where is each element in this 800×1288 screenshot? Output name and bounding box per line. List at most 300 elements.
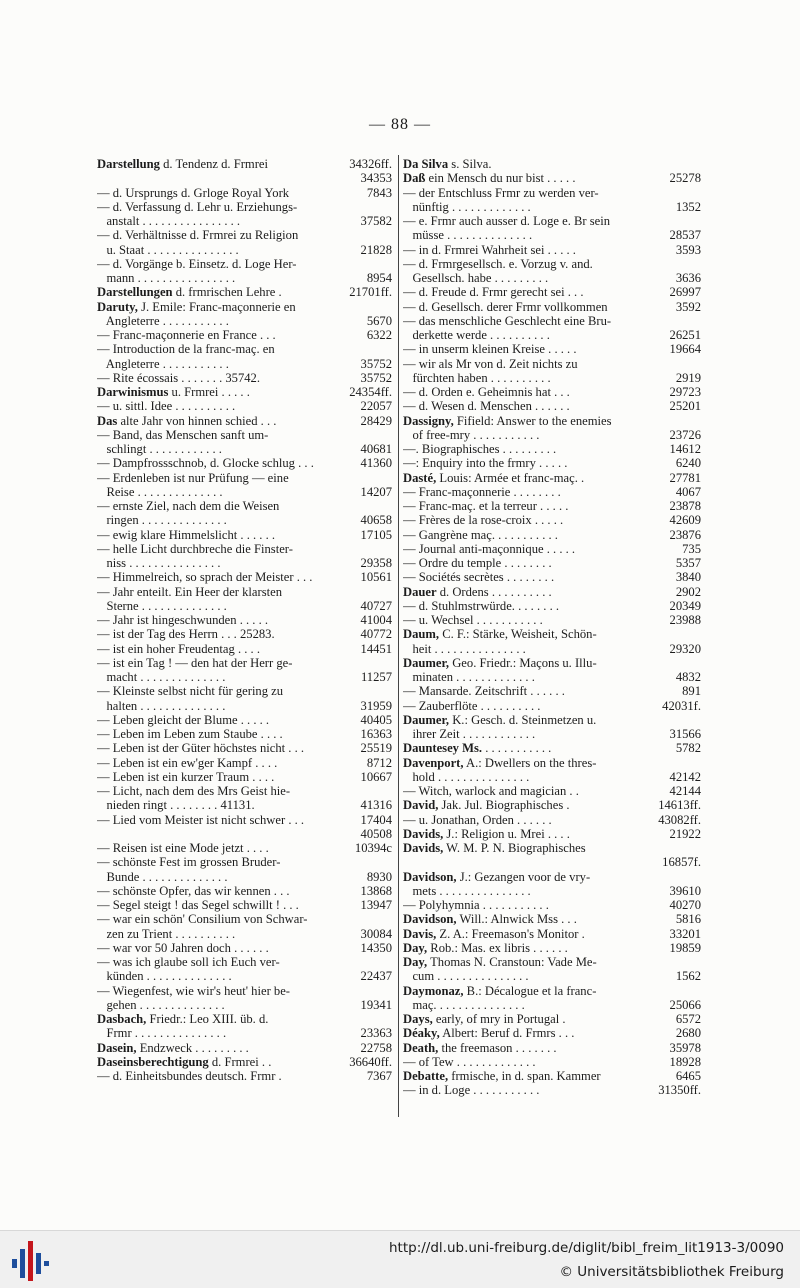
entry-title: — Wiegenfest, wie wir's heut' hier be- xyxy=(97,983,290,998)
entry-text xyxy=(403,171,575,185)
entry-title: — das menschliche Geschlecht eine Bru- xyxy=(403,313,612,328)
index-entry xyxy=(403,656,701,670)
index-entry xyxy=(403,442,701,456)
entry-keyword: Davids, xyxy=(403,841,444,855)
index-entry xyxy=(97,756,392,770)
entry-number: 13868 xyxy=(360,883,392,898)
entry-text xyxy=(403,585,552,599)
entry-text xyxy=(403,784,579,798)
index-entry xyxy=(97,1026,392,1040)
entry-text xyxy=(403,813,552,827)
entry-text xyxy=(97,542,293,556)
column-divider xyxy=(398,155,399,1117)
index-entry xyxy=(97,827,392,841)
entry-title: — der Entschluss Frmr zu werden ver- xyxy=(403,185,599,200)
entry-keyword: Davidson, xyxy=(403,912,457,927)
index-entry xyxy=(403,385,701,399)
entry-number: 14350 xyxy=(360,940,392,955)
ub-freiburg-logo-icon[interactable] xyxy=(10,1239,54,1281)
entry-keyword: Death, xyxy=(403,1040,439,1055)
index-entry xyxy=(403,727,701,741)
entry-number: 8954 xyxy=(366,271,392,285)
entry-number: 2680 xyxy=(675,1026,701,1041)
index-entry xyxy=(97,214,392,228)
entry-number: 2902 xyxy=(675,584,701,599)
entry-number: 27781 xyxy=(669,470,701,485)
entry-title: heit . . . . . . . . . . . . . . . xyxy=(403,641,526,656)
entry-number: 31350ff. xyxy=(658,1083,701,1098)
entry-text xyxy=(403,670,535,684)
index-entry xyxy=(403,499,701,513)
index-entry xyxy=(403,1055,701,1069)
entry-number: 40658 xyxy=(360,513,392,528)
entry-title: — d. Orden e. Geheimnis hat . . . xyxy=(403,385,570,399)
entry-number: 28429 xyxy=(360,413,392,428)
entry-number: 3840 xyxy=(675,570,701,585)
entry-text xyxy=(403,1083,539,1097)
entry-text xyxy=(403,642,526,656)
entry-title: — Mansarde. Zeitschrift . . . . . . xyxy=(403,684,565,699)
index-entry xyxy=(403,257,701,271)
index-entry xyxy=(403,884,701,898)
index-entry xyxy=(403,1012,701,1026)
index-entry xyxy=(403,756,701,770)
entry-number: 41360 xyxy=(360,456,392,471)
entry-text xyxy=(403,998,525,1012)
index-entry xyxy=(97,542,392,556)
index-entry xyxy=(97,285,392,299)
entry-text xyxy=(97,1055,271,1069)
entry-title: — Leben ist ein ew'ger Kampf . . . . xyxy=(97,755,278,770)
entry-title: ringen . . . . . . . . . . . . . . xyxy=(97,513,227,528)
index-column-right xyxy=(403,157,701,1098)
index-entry xyxy=(97,585,392,599)
entry-title: — Erdenleben ist nur Prüfung — eine xyxy=(97,470,289,485)
entry-number: 22758 xyxy=(360,1040,392,1055)
entry-number: 24354ff. xyxy=(349,385,392,399)
index-entry xyxy=(403,542,701,556)
index-entry xyxy=(97,969,392,983)
index-entry xyxy=(403,713,701,727)
entry-text xyxy=(403,471,584,485)
entry-text xyxy=(97,798,255,812)
index-entry xyxy=(403,927,701,941)
entry-title: J.: Religion u. Mrei . . . . xyxy=(443,826,570,841)
entry-title: — Jahr ist hingeschwunden . . . . . xyxy=(97,613,269,627)
entry-number: 22437 xyxy=(360,969,392,984)
entry-number: 20349 xyxy=(669,598,701,613)
index-entry xyxy=(97,713,392,727)
entry-number: 25519 xyxy=(360,741,392,756)
entry-number: 33201 xyxy=(669,926,701,941)
entry-title: — Zauberflöte . . . . . . . . . . xyxy=(403,698,541,713)
entry-title: mets . . . . . . . . . . . . . . . xyxy=(403,883,531,898)
entry-text xyxy=(97,699,225,713)
entry-number: 21922 xyxy=(669,826,701,841)
entry-text xyxy=(97,485,223,499)
index-entry xyxy=(97,741,392,755)
entry-number: 31959 xyxy=(360,698,392,713)
entry-title: halten . . . . . . . . . . . . . . xyxy=(97,698,226,713)
entry-title: — Rite écossais . . . . . . . 35742. xyxy=(97,370,261,385)
entry-title: hold . . . . . . . . . . . . . . . xyxy=(403,769,530,784)
entry-number: 19341 xyxy=(360,997,392,1012)
entry-title: — was ich glaube soll ich Euch ver- xyxy=(97,955,280,969)
index-entry xyxy=(403,912,701,926)
index-entry xyxy=(97,1012,392,1026)
entry-text xyxy=(97,1069,282,1083)
entry-keyword: Daseinsberechtigung xyxy=(97,1054,209,1069)
entry-text xyxy=(403,955,597,969)
entry-number: 6240 xyxy=(675,456,701,471)
entry-title: — Franc-maç. et la terreur . . . . . xyxy=(403,499,569,513)
entry-title: anstalt . . . . . . . . . . . . . . . . xyxy=(97,214,241,228)
entry-title: gehen . . . . . . . . . . . . . . xyxy=(97,997,225,1012)
entry-text xyxy=(97,870,227,884)
entry-text xyxy=(97,585,282,599)
entry-title: C. F.: Stärke, Weisheit, Schön- xyxy=(439,627,597,642)
entry-keyword: Day, xyxy=(403,940,428,955)
entry-title: alte Jahr von hinnen schied . . . xyxy=(117,413,277,428)
entry-number: 26997 xyxy=(669,285,701,300)
entry-number: 14612 xyxy=(669,442,701,456)
index-entry xyxy=(403,599,701,613)
entry-text xyxy=(97,841,269,855)
entry-text xyxy=(97,556,221,570)
entry-title: — e. Frmr auch ausser d. Loge e. Br sein xyxy=(403,214,611,228)
entry-number: 14451 xyxy=(360,641,392,656)
entry-number: 10394c xyxy=(354,841,392,855)
entry-title: — Franc-maçonnerie en France . . . xyxy=(97,328,276,342)
entry-text xyxy=(97,855,280,869)
entry-text xyxy=(403,1069,601,1083)
entry-number: 36640ff. xyxy=(349,1054,392,1069)
entry-text xyxy=(97,528,275,542)
entry-text xyxy=(403,884,531,898)
entry-text xyxy=(97,813,304,827)
index-entry xyxy=(97,257,392,271)
index-entry xyxy=(403,1083,701,1097)
entry-text xyxy=(403,328,550,342)
entry-title: müsse . . . . . . . . . . . . . . xyxy=(403,228,533,243)
copyright-notice: © Universitätsbibliothek Freiburg xyxy=(559,1264,784,1280)
entry-number: 34326ff. xyxy=(349,157,392,171)
entry-text xyxy=(97,456,314,470)
index-entry xyxy=(97,428,392,442)
entry-title: d. frmrischen Lehre . xyxy=(172,285,282,300)
index-entry xyxy=(403,699,701,713)
index-entry xyxy=(97,813,392,827)
index-entry xyxy=(403,428,701,442)
entry-text xyxy=(403,513,563,527)
entry-number: 34353 xyxy=(360,171,392,186)
entry-text xyxy=(403,300,608,314)
entry-number: 11257 xyxy=(360,670,392,684)
entry-title: — ernste Ziel, nach dem die Weisen xyxy=(97,499,280,513)
index-entry xyxy=(403,784,701,798)
entry-keyword: Daß xyxy=(403,171,426,186)
entry-title: — Reisen ist eine Mode jetzt . . . . xyxy=(97,841,269,855)
entry-text xyxy=(97,613,268,627)
entry-title: — Dampfrossschnob, d. Glocke schlug . . . xyxy=(97,456,314,471)
entry-title: — in unserm kleinen Kreise . . . . . xyxy=(403,342,577,357)
entry-text xyxy=(403,1012,566,1026)
index-entry xyxy=(97,243,392,257)
entry-text xyxy=(97,642,260,656)
entry-number: 4067 xyxy=(675,484,701,499)
entry-title: — Ordre du temple . . . . . . . . xyxy=(403,556,552,570)
entry-title: schlingt . . . . . . . . . . . . xyxy=(97,442,222,456)
entry-text xyxy=(97,200,297,214)
entry-number: 8712 xyxy=(366,755,392,770)
index-entry xyxy=(97,1055,392,1069)
entry-number: 31566 xyxy=(669,727,701,741)
entry-keyword: Daymonaz, xyxy=(403,983,464,998)
entry-number: 29723 xyxy=(669,385,701,399)
entry-text xyxy=(403,271,548,285)
entry-title: Angleterre . . . . . . . . . . . xyxy=(97,313,229,328)
entry-number: 6322 xyxy=(366,328,392,342)
entry-title: — d. Einheitsbundes deutsch. Frmr . xyxy=(97,1069,282,1083)
index-entry xyxy=(97,998,392,1012)
index-entry xyxy=(97,300,392,314)
entry-title: . . . . . . . . . . . xyxy=(482,741,552,756)
index-entry xyxy=(97,328,392,342)
entry-text xyxy=(97,471,289,485)
entry-text xyxy=(97,599,227,613)
entry-number: 5357 xyxy=(675,556,701,570)
index-entry xyxy=(97,228,392,242)
entry-text xyxy=(97,328,276,342)
entry-title: — u. sittl. Idee . . . . . . . . . . xyxy=(97,399,236,414)
entry-number: 19859 xyxy=(669,940,701,955)
entry-title: — d. Wesen d. Menschen . . . . . . xyxy=(403,399,570,414)
index-entry xyxy=(403,813,701,827)
entry-number: 40727 xyxy=(360,598,392,613)
entry-number: 10667 xyxy=(360,769,392,784)
entry-title: —: Enquiry into the frmry . . . . . xyxy=(403,456,568,471)
index-entry xyxy=(403,528,701,542)
index-entry xyxy=(403,898,701,912)
entry-text xyxy=(97,157,268,171)
index-entry xyxy=(403,998,701,1012)
index-entry xyxy=(97,357,392,371)
entry-number: 40270 xyxy=(669,898,701,912)
entry-number: 39610 xyxy=(669,883,701,898)
entry-title: d. Tendenz d. Frmrei xyxy=(159,157,268,171)
entry-text xyxy=(403,912,577,926)
document-url-link[interactable]: http://dl.ub.uni-freiburg.de/diglit/bibl_freim_lit1913-3/0090 xyxy=(388,1240,784,1256)
index-entry xyxy=(97,642,392,656)
index-entry xyxy=(403,855,701,869)
entry-number: 37582 xyxy=(360,214,392,228)
index-entry xyxy=(97,912,392,926)
entry-text xyxy=(97,414,276,428)
entry-text xyxy=(97,300,296,314)
entry-text xyxy=(403,1055,536,1069)
entry-title: — d. Verfassung d. Lehr u. Erziehungs- xyxy=(97,199,298,214)
index-entry xyxy=(97,855,392,869)
entry-text xyxy=(97,656,292,670)
entry-title: — ewig klare Himmelslicht . . . . . . xyxy=(97,527,276,542)
entry-text xyxy=(97,684,283,698)
entry-text xyxy=(403,870,590,884)
entry-keyword: Davids, xyxy=(403,826,444,841)
index-entry xyxy=(403,741,701,755)
entry-keyword: Davis, xyxy=(403,926,437,941)
index-entry xyxy=(97,399,392,413)
entry-title: ihrer Zeit . . . . . . . . . . . . xyxy=(403,727,536,741)
entry-text xyxy=(97,228,298,242)
entry-title: nünftig . . . . . . . . . . . . . xyxy=(403,199,531,214)
index-entry xyxy=(403,200,701,214)
entry-number: 25278 xyxy=(669,171,701,186)
entry-title: maç. . . . . . . . . . . . . . . xyxy=(403,997,525,1012)
entry-text xyxy=(403,1026,574,1040)
entry-title: — d. Ursprungs d. Grloge Royal York xyxy=(97,185,290,200)
index-entry xyxy=(97,556,392,570)
entry-text xyxy=(403,713,596,727)
entry-text xyxy=(97,271,235,285)
entry-title: — ist ein hoher Freudentag . . . . xyxy=(97,641,260,656)
entry-text xyxy=(403,499,568,513)
entry-text xyxy=(97,513,227,527)
entry-text xyxy=(403,627,597,641)
entry-text xyxy=(403,969,529,983)
entry-title: — Introduction de la franc-maç. en xyxy=(97,342,275,357)
entry-title: künden . . . . . . . . . . . . . . xyxy=(97,969,232,984)
entry-number: 3593 xyxy=(675,242,701,257)
index-entry xyxy=(97,385,392,399)
entry-keyword: Dassigny, xyxy=(403,413,454,428)
entry-title: Frmr . . . . . . . . . . . . . . . xyxy=(97,1026,227,1041)
entry-number: 43082ff. xyxy=(658,812,701,827)
entry-keyword: Day, xyxy=(403,955,428,969)
entry-title: Endzweck . . . . . . . . . xyxy=(136,1040,249,1055)
entry-keyword: Darstellung xyxy=(97,157,160,171)
index-entry xyxy=(403,328,701,342)
entry-number: 41004 xyxy=(360,613,392,627)
entry-title: early, of mry in Portugal . xyxy=(432,1012,566,1026)
index-entry xyxy=(97,670,392,684)
entry-text xyxy=(97,442,222,456)
entry-title: — Frères de la rose-croix . . . . . xyxy=(403,513,564,528)
entry-number: 23988 xyxy=(669,613,701,627)
entry-title: — Polyhymnia . . . . . . . . . . . xyxy=(403,898,549,912)
entry-text xyxy=(97,713,269,727)
entry-text xyxy=(97,969,232,983)
entry-text xyxy=(97,898,299,912)
entry-number: 6572 xyxy=(675,1012,701,1026)
index-entry xyxy=(403,285,701,299)
index-entry xyxy=(97,528,392,542)
entry-keyword: Da Silva xyxy=(403,157,449,171)
entry-text xyxy=(97,314,229,328)
index-entry xyxy=(403,941,701,955)
entry-number: 35978 xyxy=(669,1040,701,1055)
index-entry xyxy=(97,627,392,641)
entry-text xyxy=(403,941,568,955)
entry-title: — Franc-maçonnerie . . . . . . . . xyxy=(403,484,561,499)
index-entry xyxy=(403,1041,701,1055)
entry-text xyxy=(97,399,235,413)
entry-number: 42609 xyxy=(669,513,701,528)
entry-title: — ist der Tag des Herrn . . . 25283. xyxy=(97,627,275,642)
entry-number: 17105 xyxy=(360,527,392,542)
entry-number: 10561 xyxy=(360,570,392,585)
index-entry xyxy=(403,157,701,171)
entry-number: 891 xyxy=(682,684,701,699)
entry-number: 23726 xyxy=(669,427,701,442)
entry-text xyxy=(403,485,561,499)
entry-number: 13947 xyxy=(360,898,392,912)
entry-keyword: Dasein, xyxy=(97,1040,137,1055)
entry-text xyxy=(403,285,583,299)
entry-number: 23363 xyxy=(360,1026,392,1041)
entry-number: 21828 xyxy=(360,242,392,257)
entry-text xyxy=(97,955,280,969)
entry-text xyxy=(403,456,567,470)
index-entry xyxy=(403,955,701,969)
entry-title: — Licht, nach dem des Mrs Geist hie- xyxy=(97,784,291,798)
entry-title: Z. A.: Freemason's Monitor . xyxy=(436,926,585,941)
entry-number: 3592 xyxy=(675,299,701,314)
entry-title: — Band, das Menschen sanft um- xyxy=(97,427,269,442)
entry-text xyxy=(403,656,597,670)
entry-text xyxy=(403,200,531,214)
entry-title: — wir als Mr von d. Zeit nichts zu xyxy=(403,356,578,371)
index-entry xyxy=(97,599,392,613)
index-entry xyxy=(97,200,392,214)
entry-text xyxy=(403,770,529,784)
entry-title: of free-mry . . . . . . . . . . . xyxy=(403,427,540,442)
entry-number: 22057 xyxy=(360,399,392,414)
entry-text xyxy=(403,756,596,770)
index-entry xyxy=(403,770,701,784)
index-entry xyxy=(97,984,392,998)
entry-text xyxy=(403,827,570,841)
index-entry xyxy=(97,1041,392,1055)
index-entry xyxy=(97,684,392,698)
entry-text xyxy=(97,385,250,399)
entry-title: Bunde . . . . . . . . . . . . . . xyxy=(97,869,228,884)
entry-number: 42142 xyxy=(669,769,701,784)
index-entry xyxy=(403,513,701,527)
entry-text xyxy=(97,1012,268,1026)
entry-number: 7843 xyxy=(366,185,392,200)
index-entry xyxy=(403,870,701,884)
entry-text xyxy=(97,670,225,684)
entry-keyword: Debatte, xyxy=(403,1069,449,1083)
entry-text xyxy=(403,385,570,399)
index-entry xyxy=(97,171,392,185)
entry-title: d. Ordens . . . . . . . . . . xyxy=(436,584,552,599)
entry-text xyxy=(403,684,565,698)
entry-title: — helle Licht durchbreche die Finster- xyxy=(97,541,293,556)
index-entry xyxy=(403,243,701,257)
entry-number: 23878 xyxy=(669,499,701,513)
entry-keyword: Darwinismus xyxy=(97,385,169,399)
index-entry xyxy=(403,471,701,485)
index-entry xyxy=(97,727,392,741)
index-entry xyxy=(97,513,392,527)
entry-text xyxy=(403,442,556,456)
entry-number: 1352 xyxy=(675,199,701,214)
entry-title: — Witch, warlock and magician . . xyxy=(403,784,579,798)
entry-title: — Lied vom Meister ist nicht schwer . . . xyxy=(97,812,305,827)
index-entry xyxy=(403,485,701,499)
entry-number: 6465 xyxy=(675,1069,701,1083)
